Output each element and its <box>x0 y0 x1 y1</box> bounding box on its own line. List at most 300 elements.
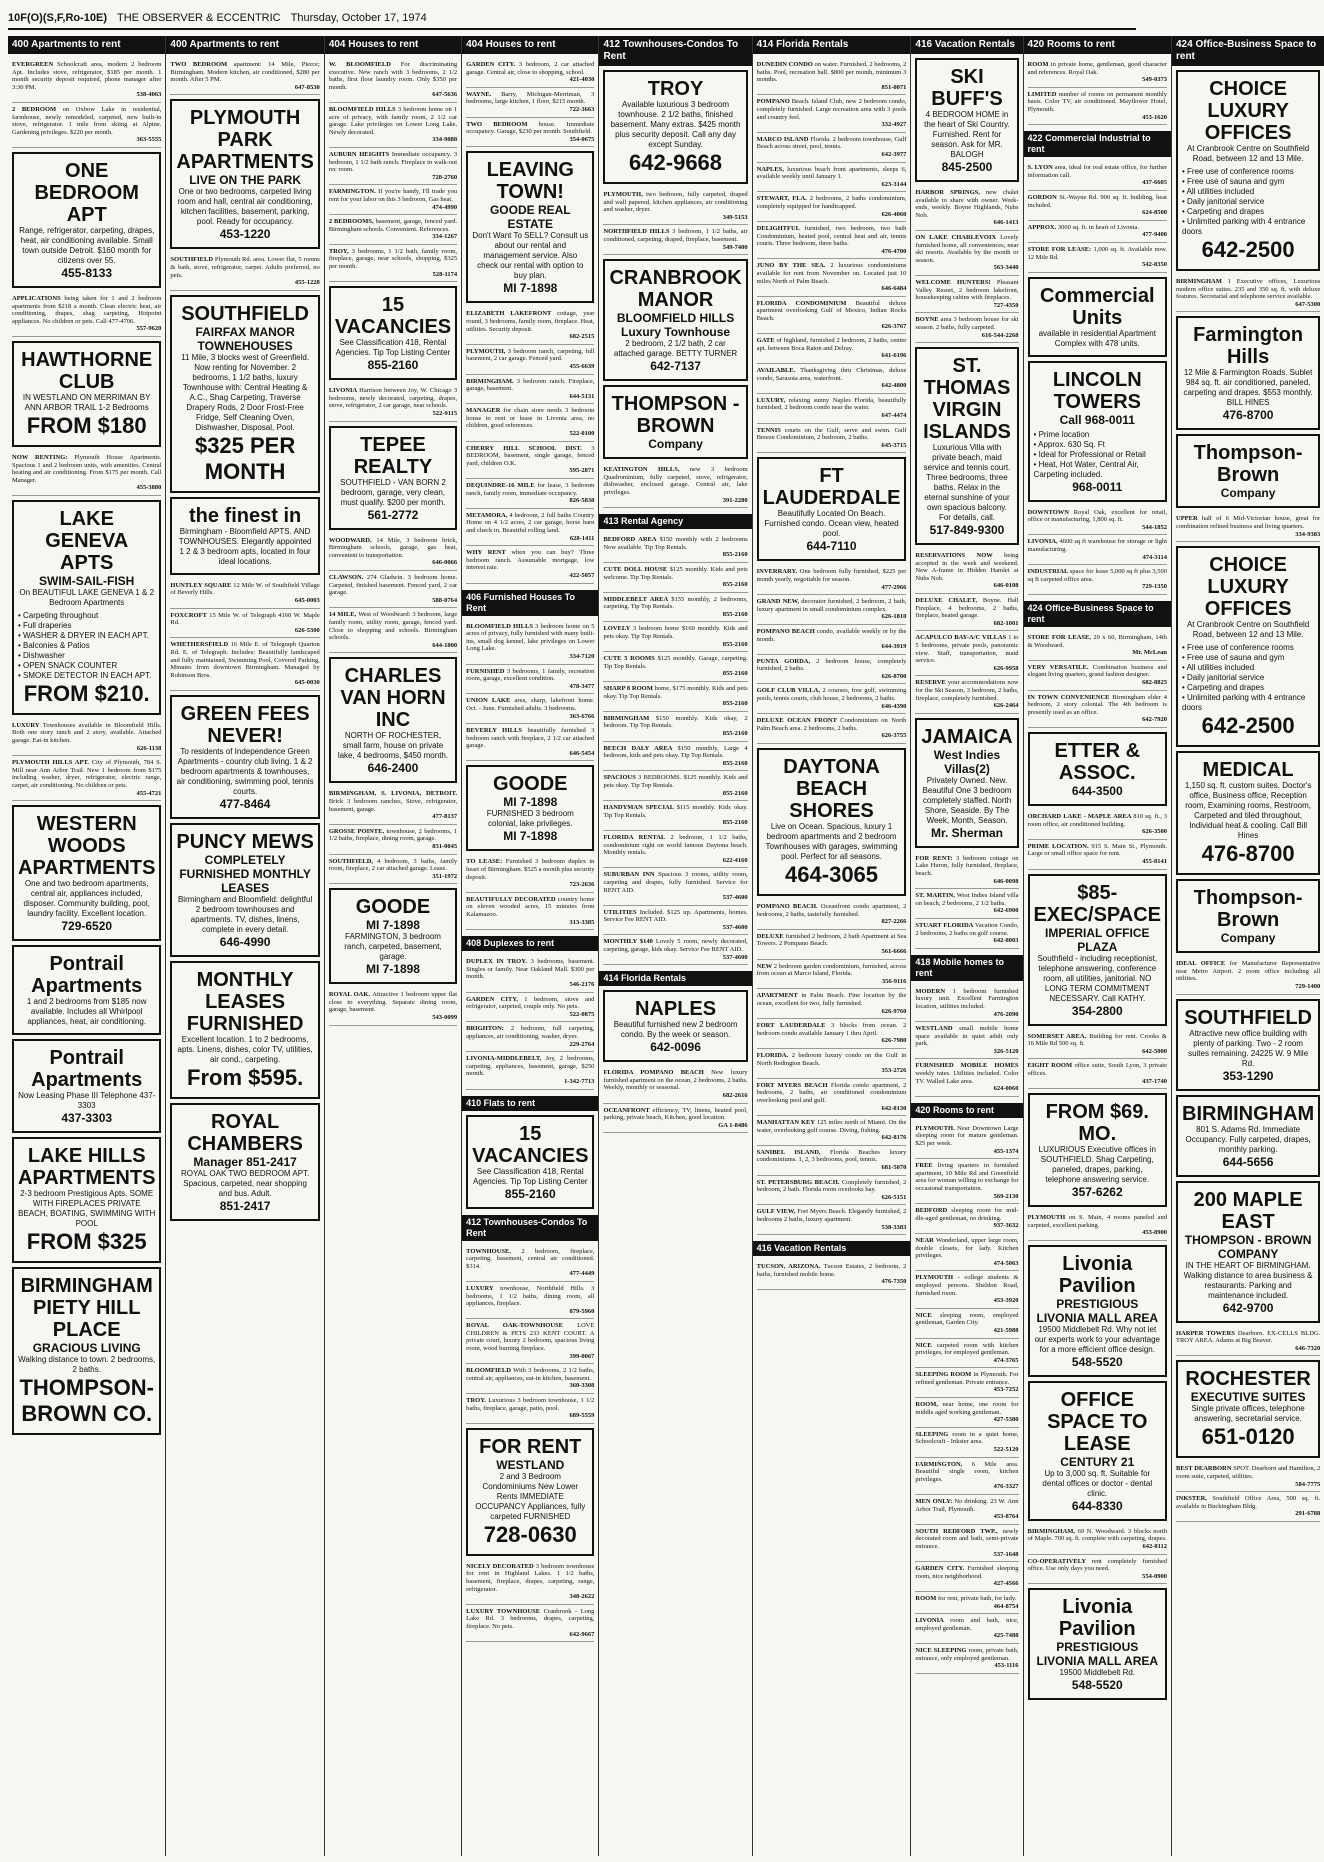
ad-text: 2 bedroom house, completely furnished, 2 baths. <box>756 657 907 673</box>
classified-ad <box>1028 506 1167 536</box>
ad-lead: DELUXE CHALET, <box>915 597 983 605</box>
ad-lead: WAYNE. <box>466 90 502 98</box>
ad-text: 4 bedroom, 2 full baths Country Home on 4 1/2 acres, 2 car garage, horse barn and check in. Beautiful rolling land. <box>466 511 595 534</box>
ad-lead: JUNO BY THE SEA. <box>756 262 831 270</box>
display-ad <box>170 1103 319 1221</box>
ad-text: If you're handy, I'll trade you rent for your labor on this 3 bedroom, Gas heat. <box>328 188 458 203</box>
ad-lead: KEATINGTON HILLS, <box>603 466 690 474</box>
classified-ad <box>603 1066 747 1103</box>
display-ad-subheadline: Company <box>648 437 703 452</box>
ad-lead: FURNISHED <box>466 667 507 675</box>
ad-text: Florida Beaches luxury condominiums. 1, 2, 3 bedrooms, pool, tennis. <box>756 1148 907 1164</box>
ad-lead: FOR RENT: <box>915 854 957 862</box>
column-header: 400 Apartments to rent <box>166 36 323 54</box>
ad-phone: 453-1620 <box>1142 113 1167 121</box>
page-id: 10F(O)(S,F,Ro-10E) <box>8 12 108 24</box>
classified-ad <box>1028 1525 1167 1555</box>
ad-lead: APARTMENT <box>756 992 802 1000</box>
ad-phone: 626-9958 <box>993 664 1019 672</box>
display-ad-body: Single private offices, telephone answering, secretarial service. <box>1191 1404 1305 1424</box>
display-ad <box>603 385 747 459</box>
ad-text: in Palm Beach. Fine location by the ocean, excellent for two, fully furnished. <box>756 992 907 1007</box>
display-ad <box>12 1267 161 1435</box>
ad-phone: 646-0066 <box>432 559 458 567</box>
ad-text: 3 bedrooms, basement. Singles or family. Near Oakland Mall. $300 per month. <box>466 958 595 981</box>
ad-text: area, sharp, lakefront home. Oct. - June. Furnished adults. 3 bedrooms. <box>466 697 595 712</box>
ad-phone: 624-0060 <box>993 1085 1019 1093</box>
display-ad <box>1176 434 1320 508</box>
ad-phone: 855-2160 <box>722 819 748 827</box>
ad-text: 3 bedroom home on 1 acre of privacy, with family room, 2 1/2 car garage. Lake privileges on Lower Long Lake. Newly decorated. <box>328 105 458 136</box>
ad-phone: 427-5380 <box>993 1416 1019 1424</box>
classified-ad <box>915 1234 1018 1271</box>
ad-lead: BIRMINGHAM <box>603 714 656 722</box>
feature-item: • Free use of sauna and gym <box>1182 653 1285 663</box>
ad-text: on Oxbow Lake in residential, farmhouse, newly remodeled, carpeted, new built-in stove, refrigerator. 1 mile from skiing at Alpine. Gardening privileges. $220 per month. <box>12 105 162 136</box>
classified-ad <box>603 533 747 563</box>
ad-text: 2 bedroom, 1 1/2 baths, condominium right on world famous Daytona beach. Monthly rentals. <box>603 833 748 857</box>
ad-phone: 646-1413 <box>993 219 1019 227</box>
ad-lead: EVERGREEN <box>12 61 58 68</box>
display-ad <box>466 1428 594 1556</box>
classified-ad <box>915 1458 1018 1495</box>
ad-phone: 455-1228 <box>294 279 320 287</box>
display-ad-body: IN THE HEART OF BIRMINGHAM. Walking distance to area business & restaurants. Parking and maintenance included. <box>1183 1260 1313 1300</box>
ad-lead: ROOM <box>1027 61 1051 68</box>
display-ad <box>170 99 319 249</box>
ad-lead: PLYMOUTH, <box>466 347 508 355</box>
ad-lead: POMPANO BEACH <box>756 627 817 635</box>
ad-phone: 626-3755 <box>881 732 907 740</box>
ad-lead: ORCHARD LAKE - MAPLE AREA <box>1027 812 1134 820</box>
display-ad-subheadline: PRESTIGIOUS LIVONIA MALL AREA <box>1036 1296 1159 1325</box>
ad-lead: FOXCROFT <box>170 611 210 619</box>
display-ad-body: 2 and 3 Bedroom Condominiums New Lower Rents IMMEDIATE OCCUPANCY Appliances, fully carpeted FURNISHED <box>475 1471 586 1521</box>
classified-ad <box>466 620 594 665</box>
ad-phone: 391-2280 <box>722 496 748 504</box>
display-ad-phone: MI 7-1898 <box>503 281 558 296</box>
ad-text: room, private bath, entrance, only employed gentleman. <box>915 1646 1019 1662</box>
ad-lead: BEVERLY HILLS <box>466 727 528 735</box>
display-ad-body: At Cranbrook Centre on Southfield Road, between 12 and 13 Mile. <box>1186 620 1310 640</box>
display-ad <box>1176 316 1320 430</box>
display-ad-headline: Pontrail Apartments <box>31 953 143 998</box>
ad-text: college students & employed persons. Sheldon Road, furnished room. <box>915 1274 1019 1297</box>
ad-lead: VERY VERSATILE. <box>1027 663 1093 671</box>
ad-phone: 827-2266 <box>881 918 907 926</box>
ad-phone: 557-9620 <box>136 325 162 333</box>
ad-phone: 626-9760 <box>881 1007 907 1015</box>
column-header: 420 Rooms to rent <box>1024 36 1171 54</box>
display-ad-body: SOUTHFIELD - VAN BORN 2 bedroom, garage, very clean, must qualify. $200 per month. <box>340 477 446 507</box>
classified-ad <box>329 825 457 855</box>
ad-text: Boyne. Hall Fireplace, 4 bedrooms, 2 baths, fireplace, heated garage. <box>915 597 1019 620</box>
ad-text: $150 monthly. Kids okay, 2 bedroom. Tip Top Rentals. <box>603 714 748 730</box>
ad-phone: 626-1138 <box>136 744 162 752</box>
ad-phone: 538-3383 <box>881 1223 907 1231</box>
ad-text: weekly rates. Utilities included. Color TV. Walled Lake area. <box>915 1070 1019 1085</box>
ad-lead: WESTLAND <box>915 1025 960 1033</box>
ad-phone: 682-2515 <box>569 333 595 341</box>
classified-ad <box>1028 1555 1167 1585</box>
classified-ad <box>329 245 457 282</box>
ad-text: $125 monthly. Garage, carpeting. Tip Top Rentals. <box>603 655 748 670</box>
ad-text: 3 bedroom, 2 car attached garage. Central air, close to shopping, school. <box>466 61 595 76</box>
ad-text: 274 Gladwin. 3 bedroom home. Carpeted, finished basement. Fenced yard, 2 car garage. <box>328 574 458 597</box>
ad-phone: 522-0875 <box>569 1010 595 1018</box>
ad-text: sleeping room for mid-dle-aged gentleman, no drinking. <box>915 1207 1019 1222</box>
display-ad <box>1176 999 1320 1091</box>
ad-lead: MODERN <box>915 987 953 995</box>
ad-text: area, ideal for real estate office, for further information call. <box>1027 164 1167 179</box>
classified-ad <box>466 404 594 441</box>
display-ad-headline: GOODE <box>355 896 431 919</box>
ad-lead: WHY RENT <box>466 549 512 557</box>
display-ad-price: From $595. <box>187 1064 304 1090</box>
display-ad <box>12 152 161 288</box>
ad-text: $115 monthly. Kids okay. Tip Top Rentals. <box>603 804 748 819</box>
ad-lead: MIDDLEBELT AREA <box>603 595 672 603</box>
section-header: 413 Rental Agency <box>599 514 751 529</box>
ad-text: of highland, furnished 2 bedroom, 2 baths, center apt. between Boca Raton and Delray. <box>756 337 907 352</box>
ad-lead: DELUXE OCEAN FRONT <box>756 717 841 725</box>
ad-text: Immediate occupancy. 3 bedroom, 1 1/2 bath ranch. Fireplace in walk-out rec room. <box>328 150 458 174</box>
masthead <box>8 8 1136 30</box>
display-ad-subheadline: EXECUTIVE SUITES <box>1190 1390 1306 1405</box>
section-header: 406 Furnished Houses To Rent <box>462 590 598 616</box>
classified-ad <box>915 1368 1018 1398</box>
ad-text: 3000 sq. ft. in heart of Livonia. <box>1057 223 1139 231</box>
ad-phone: 646-0108 <box>993 582 1019 590</box>
ad-phone: 453-1116 <box>994 1662 1019 1670</box>
classified-ad <box>915 313 1018 343</box>
ad-phone: 646-5454 <box>569 749 595 757</box>
classified-ad <box>915 1022 1018 1059</box>
ad-lead: BIRMINGHAM, S. LIVONIA, DETROIT. <box>328 790 458 798</box>
ad-phone: 855-2160 <box>722 640 748 648</box>
ad-lead: FARMINGTON, <box>915 1460 972 1468</box>
ad-lead: ELIZABETH LAKEFRONT <box>466 310 558 318</box>
classified-ad <box>466 1245 594 1282</box>
ad-lead: FLORIDA RENTAL <box>603 833 671 841</box>
ad-text: Barry, Michigan-Merriman, 3 bedrooms, large kitchen, 1 floor, $215 month. <box>466 90 595 106</box>
display-ad-headline: LAKE GENEVA APTS <box>45 507 129 574</box>
ad-lead: BRIGHTON: <box>466 1025 511 1033</box>
ad-lead: GOLF CLUB VILLA, <box>756 687 823 695</box>
display-ad <box>1028 1093 1167 1207</box>
ad-phone: 682-1001 <box>993 619 1019 627</box>
classified-ad <box>329 103 457 148</box>
ad-phone: 729-1350 <box>1142 583 1167 591</box>
classified-ad <box>915 186 1018 231</box>
display-ad-features <box>1034 430 1161 480</box>
display-ad-price: FROM $325 <box>26 1229 147 1255</box>
display-ad-headline: Thompson-Brown <box>1193 887 1303 932</box>
feature-item: • Dishwasher <box>18 650 65 660</box>
display-ad <box>329 286 457 380</box>
classified-ad <box>12 292 161 337</box>
ad-lead: FLORIDA. <box>756 1051 792 1059</box>
ad-text: house. Immediate occupancy. Garage, $230 per month. Southfield. <box>466 120 595 136</box>
display-ad-headline: MEDICAL <box>1202 759 1294 782</box>
classified-ad <box>757 930 907 960</box>
ad-lead: PRIME LOCATION. <box>1027 842 1092 850</box>
display-ad-body: 1,150 sq. ft. custom suites. Doctor's office, Business office, Reception room, Examining rooms, Restroom, Carpeted and tiled throughout, Individual heat & cooling. Call Bill Hines <box>1184 781 1312 841</box>
classified-ad <box>12 756 161 801</box>
ad-phone: 855-2160 <box>722 551 748 559</box>
ad-phone: 645-0003 <box>294 596 320 604</box>
ad-phone: 349-5153 <box>722 213 748 221</box>
ad-text: Florida. 2 bedroom townhouse, Gulf Beach across street, pool, tennis. <box>756 135 907 151</box>
ad-phone: 427-4566 <box>993 1580 1019 1588</box>
classified-ad <box>1176 1462 1320 1492</box>
ad-phone: 334-9383 <box>1295 530 1321 538</box>
ad-lead: GROSSE POINTE, <box>328 827 387 835</box>
display-ad-body: 2 bedroom, 2 1/2 bath, 2 car attached garage. BETTY TURNER <box>613 339 738 359</box>
classified-ad <box>757 989 907 1019</box>
ad-lead: BIRMINGHAM, <box>1027 1527 1078 1535</box>
ad-phone: 464-8754 <box>993 1602 1019 1610</box>
feature-item: • Full draperies <box>18 620 72 630</box>
ad-text: For discriminating executive. New ranch with 3 bedrooms, 2 1/2 baths, first floor laundry room. Only $350 per month. <box>328 61 458 91</box>
ad-lead: BEDFORD <box>915 1207 952 1215</box>
ad-text: Completely furnished, 2 bedroom, 2 bath. Florida room overlooks bay. <box>756 1178 907 1194</box>
classified-ad <box>1028 631 1167 661</box>
ad-text: Condominium on North Palm Beach area. 2 bedrooms, 2 baths. <box>756 717 907 732</box>
ad-phone: 334-7120 <box>569 652 595 660</box>
classified-ad <box>915 231 1018 276</box>
ad-lead: UTILITIES <box>603 908 640 916</box>
ad-lead: MONTHLY $140 <box>603 938 656 946</box>
classified-ad <box>915 1428 1018 1458</box>
ad-phone: 537-1648 <box>993 1550 1019 1558</box>
display-ad-subheadline: Company <box>1220 931 1276 946</box>
ad-phone: 588-0764 <box>432 596 458 604</box>
display-ad-headline: PUNCY MEWS <box>176 830 314 853</box>
ad-text: St.-Wayne Rd. 900 sq. ft. building, heat included. <box>1027 193 1167 209</box>
display-ad-price: 642-2500 <box>1201 713 1295 739</box>
feature-item: • Approx. 630 Sq. Ft <box>1033 439 1105 449</box>
ad-lead: IDEAL OFFICE <box>1176 960 1230 968</box>
classified-ad <box>466 307 594 344</box>
ad-text: Near Downtown Large sleeping room for mature gentleman. $25 per week. <box>915 1124 1019 1148</box>
section-header: 422 Commercial Industrial to rent <box>1024 131 1171 157</box>
classified-ad <box>603 801 747 831</box>
ad-text: rent completely furnished office. Use only days you need. <box>1027 1557 1167 1573</box>
classified-ad <box>466 1052 594 1089</box>
ad-lead: STEWART, FLA. <box>756 195 810 203</box>
classified-ad <box>915 676 1018 713</box>
display-ad <box>1176 879 1320 953</box>
column-header: 404 Houses to rent <box>325 36 461 54</box>
ad-text: Lovely 5 room, newly decorated, carpeting, garage, kids okay. Service Fee RENT AID. <box>603 938 748 954</box>
ad-lead: 2 BEDROOMS, <box>328 218 376 226</box>
classified-column <box>753 36 912 1856</box>
display-ad-body: 4 BEDROOM HOME in the heart of Ski Country. Furnished. Rent for season. Ask for MR. BALOGH <box>924 110 1010 159</box>
display-ad-body: Attractive new office building with plenty of parking. Two - 2 room suites remaining. 24225 W. 9 Mile Rd. <box>1188 1028 1309 1068</box>
ad-phone: 851-0071 <box>881 83 907 91</box>
display-ad-headline: ROYAL CHAMBERS <box>187 1110 303 1155</box>
ad-text: Pleasant Valley Resort, 2 bedroom lakefront, housekeeping cabins with fireplaces. <box>915 278 1019 302</box>
ad-text: 3 bedroom home on 5 acres of privacy, fully furnished with many built-ins, small dog kennel, lake privileges on Lower Long Lake. <box>466 622 595 653</box>
display-ad-headline: Farmington Hills <box>1193 324 1304 369</box>
ad-phone: 641-6196 <box>881 352 907 360</box>
display-ad-body: On BEAUTIFUL LAKE GENEVA 1 & 2 Bedroom Apartments <box>19 587 155 607</box>
classified-ad <box>915 1122 1018 1159</box>
display-ad-body: Excellent location. 1 to 2 bedrooms, apts. Linens, dishes, color TV, utilities, air cond., carpeting. <box>177 1034 313 1064</box>
feature-item: • Prime location <box>1033 429 1090 439</box>
classified-ad <box>466 1319 594 1364</box>
ad-phone: 646-4390 <box>881 702 907 710</box>
section-header: 424 Office-Business Space to rent <box>1024 601 1171 627</box>
ad-phone: 544-1852 <box>1142 523 1167 531</box>
ad-phone: 229-2764 <box>569 1040 595 1048</box>
display-ad-phone: 548-5520 <box>1071 1678 1123 1693</box>
classified-ad <box>12 58 161 103</box>
display-ad-headline: the finest in <box>188 504 302 527</box>
ad-phone: 538-4063 <box>136 91 162 99</box>
ad-lead: BOYNE <box>915 316 941 324</box>
classified-ad <box>329 215 457 245</box>
classified-column <box>462 36 599 1856</box>
ad-phone: 645-0030 <box>294 679 320 687</box>
classified-ad <box>466 546 594 583</box>
ad-lead: NICE <box>915 1341 937 1349</box>
display-ad-headline: CHOICE LUXURY OFFICES <box>1204 554 1292 621</box>
display-ad-headline: Pontrail Apartments <box>31 1047 143 1092</box>
ad-text: Plymouth Rd. area. Lower flat, 5 rooms & bath, stove, refrigerator, carpet. Adults preferred, no pets. <box>170 256 320 279</box>
display-ad-subheadline: GOODE REAL ESTATE <box>489 203 571 232</box>
ad-lead: ROYAL OAK. <box>328 991 373 999</box>
ad-phone: 855-2160 <box>722 789 748 797</box>
classified-ad <box>915 1339 1018 1369</box>
classified-ad <box>329 855 457 885</box>
classified-ad <box>603 831 747 868</box>
ad-phone: 689-5559 <box>569 1412 595 1420</box>
ad-lead: SLEEPING ROOM <box>915 1371 974 1379</box>
ad-text: 3 bedroom, 1 1/2 baths, air conditioned, carpeting, draped, fireplace, basement. <box>603 228 748 243</box>
ad-lead: NEW <box>756 962 774 970</box>
ad-phone: 477-8137 <box>432 813 458 821</box>
ad-lead: MANAGER <box>466 407 504 415</box>
display-ad-phone: 642-9700 <box>1222 1300 1274 1315</box>
ad-text: Townhouses available in Bloomfield Hills. Both one story ranch and 2 story, available. Attached garage. Eat-in kitchen. <box>12 721 162 745</box>
display-ad-headline: NAPLES <box>634 998 717 1021</box>
feature-item: • WASHER & DRYER IN EACH APT. <box>18 630 149 640</box>
ad-text: for lease, 3 bedroom ranch, family room, immediate occupancy. <box>466 482 595 497</box>
ad-lead: PLYMOUTH. <box>915 1124 958 1132</box>
display-ad-headline: 200 MAPLE EAST <box>1193 1188 1303 1233</box>
section-header: 418 Mobile homes to rent <box>911 955 1022 981</box>
display-ad-headline: Commercial Units <box>1040 284 1155 329</box>
classified-ad <box>915 1614 1018 1644</box>
display-ad-headline: TEPEE REALTY <box>353 433 433 478</box>
classified-ad <box>466 1394 594 1424</box>
ad-phone: 476-2090 <box>993 1010 1019 1018</box>
ad-phone: 360-3308 <box>569 1382 595 1390</box>
display-ad-body: ROYAL OAK TWO BEDROOM APT. Spacious, carpeted, near shopping and bus. Adult. <box>180 1168 310 1198</box>
ad-phone: 537-4600 <box>722 894 748 902</box>
display-ad-headline: SOUTHFIELD <box>181 302 309 325</box>
ad-text: 14 Mile, 3 bedroom brick, Birmingham schools, garage, gas heat, convenient to transportation. <box>328 536 458 559</box>
display-ad-phone: 855-2160 <box>367 358 419 373</box>
ad-lead: BEECH DALY AREA <box>603 744 678 752</box>
ad-phone: 474-3765 <box>993 1356 1019 1364</box>
display-ad-body: available in residential Apartment Complex with 478 units. <box>1038 328 1156 348</box>
ad-phone: 354-0675 <box>569 135 595 143</box>
display-ad-headline: ETTER & ASSOC. <box>1054 739 1141 784</box>
ad-lead: CUTE DOLL HOUSE <box>603 565 670 573</box>
ad-lead: HARBOR SPRINGS, <box>915 189 987 196</box>
display-ad-headline: FT LAUDERDALE <box>762 465 901 510</box>
ad-phone: 644-1800 <box>432 641 458 649</box>
display-ad <box>12 945 161 1035</box>
classified-ad <box>603 935 747 965</box>
classified-ad <box>1028 661 1167 691</box>
display-ad-body: Now Leasing Phase III Telephone 437-3303 <box>18 1091 156 1111</box>
classified-ad <box>757 684 907 714</box>
classified-ad <box>757 424 907 454</box>
classified-ad <box>1176 957 1320 994</box>
classified-ad <box>466 1364 594 1394</box>
classified-ad <box>170 609 319 639</box>
ad-text: space for lease 5,000 sq ft plus 3,500 sq ft carpeted office area. <box>1027 568 1167 583</box>
ad-phone: 477-4449 <box>569 1270 595 1278</box>
ad-phone: 626-5151 <box>881 1193 907 1201</box>
ad-text: townhouse, Northfield Hills. 3 bedrooms, 1 1/2 baths, dining room, all appliances, fireplace. <box>466 1284 595 1308</box>
ad-phone: 642-8003 <box>993 937 1019 945</box>
ad-phone: 642-3977 <box>881 150 907 158</box>
classified-ad <box>757 334 907 364</box>
ad-text: 3 BEDROOM, basement, single garage, fenced yard, children O.K. <box>466 444 595 467</box>
ad-phone: 831-0045 <box>432 842 458 850</box>
classified-ad <box>915 1495 1018 1525</box>
ad-lead: NOW RENTING: <box>12 453 75 461</box>
ad-lead: DELUXE <box>756 932 786 940</box>
display-ad-headline: CHARLES VAN HORN INC <box>340 665 446 732</box>
ad-text: home, $175 monthly. Kids and pets okay. Tip Top Rentals. <box>603 685 748 700</box>
ad-lead: INKSTER, <box>1176 1495 1213 1503</box>
display-ad-subheadline: Call 968-0011 <box>1059 412 1135 427</box>
ad-text: 16 Mile E. of Telegraph Quarton Rd. E. of Telegraph. Includes: Beautifully landscaped and fully maintained, Swimming Pool, Covered Parking, Minutes from downtown Birmingham. Managed by Robinson Bros. <box>170 641 320 679</box>
display-ad-body: Beautiful furnished new 2 bedroom condo. By the week or season. <box>613 1020 738 1040</box>
ad-phone: 476-4700 <box>881 247 907 255</box>
classified-ad <box>466 1560 594 1605</box>
ad-lead: STUART FLORIDA <box>915 921 975 929</box>
ad-text: room and bath, nice, employed gentleman. <box>915 1617 1019 1632</box>
display-ad-body: FARMINGTON, 3 bedroom ranch, carpeted, basement, garage. <box>344 932 442 962</box>
classified-ad <box>1176 512 1320 542</box>
ad-phone: 569-2130 <box>993 1192 1019 1200</box>
ad-phone: 549-0373 <box>1142 76 1167 84</box>
classified-ad <box>466 375 594 405</box>
ad-text: 3 bedroom home $160 monthly. Kids and pets okay. Tip Top Rentals. <box>603 625 748 641</box>
feature-item: • Free use of conference rooms <box>1182 643 1294 653</box>
ad-text: basement, garage, fenced yard. Birmingham schools. Convenient. References. <box>328 218 458 233</box>
ad-phone: 644-5131 <box>569 392 595 400</box>
ad-phone: 363-6766 <box>569 712 595 720</box>
classified-ad <box>1028 221 1167 243</box>
ad-text: 2 bedrooms, 2 baths condominium, completely equipped for handicapped. <box>756 195 907 210</box>
feature-item: • Free use of conference rooms <box>1182 167 1294 176</box>
display-ad <box>1028 874 1167 1026</box>
ad-phone: 626-5300 <box>294 626 320 634</box>
ad-lead: APPLICATIONS <box>12 294 65 302</box>
ad-lead: NICELY DECORATED <box>466 1562 536 1570</box>
ad-lead: FLORIDA POMPANO BEACH <box>603 1069 712 1077</box>
ad-lead: INVERRARY. <box>756 568 800 576</box>
ad-text: 2 bedroom garden condominium, furnished, across from ocean at Marco Island, Florida. <box>756 962 907 978</box>
